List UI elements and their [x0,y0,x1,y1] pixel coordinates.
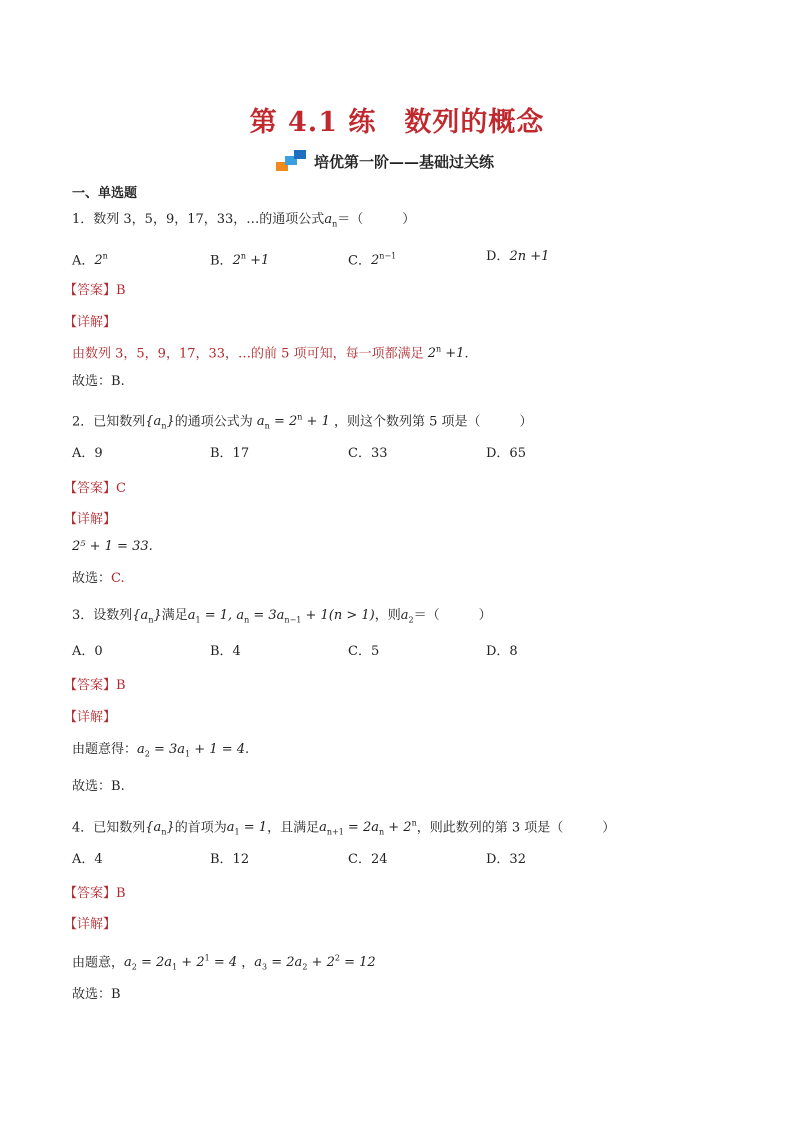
q1-option-a: A．2$^n$ [72,252,108,269]
q4-detail: 由题意，$a_2 = 2a_1 + 2^1 = 4$ ，$a_3 = 2a_2 + 2^2 = 12$ [72,954,376,972]
q4-option-a: A．4 [72,852,103,867]
q1-option-c: C．$2^{n-1}$ [348,252,397,269]
q1-option-d: D．2n +1 [486,249,550,264]
q4-option-c: C．24 [348,852,388,867]
q2-option-b: B．17 [210,446,250,461]
q3-answer: 【答案】B [64,678,126,693]
title-lesson: 第 4.1 练 [249,107,377,138]
q2-detail-label: 【详解】 [64,512,117,527]
question-1: 1．数列 3，5，9，17，33，…的通项公式$a_n=$（ ） [72,212,416,229]
section-heading: 一、单选题 [72,186,138,201]
q3-detail: 由题意得：$a_2 = 3a_1 + 1 = 4$. [72,742,250,759]
q3-detail-label: 【详解】 [64,710,117,725]
q1-detail: 由数列 3，5，9，17，33，…的前 5 项可知，每一项都满足 $2^n +1$. [72,345,469,362]
stairs-logo-icon [276,150,310,172]
q4-option-d: D．32 [486,852,526,867]
q4-option-b: B．12 [210,852,250,867]
q2-option-d: D．65 [486,446,526,461]
q3-option-b: B．4 [210,644,241,659]
q1-answer: 【答案】B [64,283,126,298]
q2-option-a: A．9 [72,446,103,461]
q3-option-c: C．5 [348,644,380,659]
q2-choose: 故选：C. [72,571,125,586]
question-4: 4．已知数列$\{a_n\}$的首项为$a_1 = 1$，且满足$a_{n+1} = 2a_n + 2^n$，则此数列的第 3 项是（ ） [72,819,616,837]
subtitle [276,150,494,172]
q1-detail-label: 【详解】 [64,315,117,330]
title-topic: 数列的概念 [404,107,545,138]
subtitle-text: 培优第一阶——基础过关练 [314,152,495,171]
q2-detail: 2⁵ + 1 = 33. [72,539,153,554]
q3-option-d: D．8 [486,644,518,659]
q3-choose: 故选：B. [72,779,125,794]
q4-choose: 故选：B [72,987,121,1002]
q2-answer: 【答案】C [64,481,126,496]
formula: $a_n$ [324,212,338,229]
q4-detail-label: 【详解】 [64,917,117,932]
page-title [0,100,794,139]
q1-option-b: B．$2^n +1$ [210,252,270,269]
question-3: 3．设数列$\{a_n\}$满足$a_1 = 1$, $a_n = 3a_{n-1} + 1(n > 1)$，则$a_2=$（ ） [72,608,492,625]
q1-choose: 故选：B. [72,374,125,389]
q2-option-c: C．33 [348,446,388,461]
q4-answer: 【答案】B [64,886,126,901]
q3-option-a: A．0 [72,644,103,659]
question-2: 2．已知数列$\{a_n\}$的通项公式为 $a_n = 2^n + 1$ ，则这个数列第 5 项是（ ） [72,413,533,431]
